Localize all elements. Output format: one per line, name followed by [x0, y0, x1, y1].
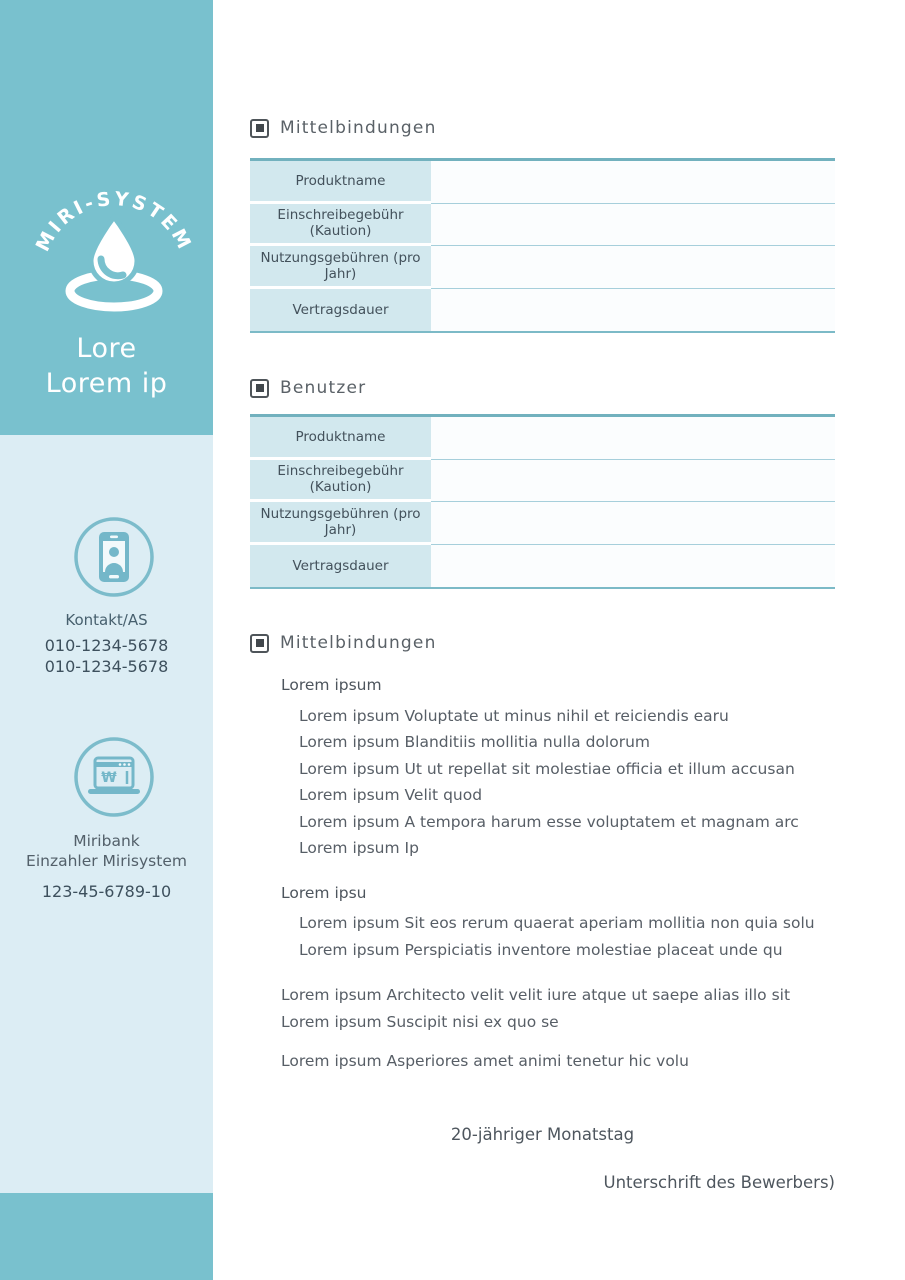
- terms-line: Lorem ipsum Ut ut repellat sit molestiae officia et illum accusan: [299, 759, 795, 778]
- row-value-field[interactable]: [431, 246, 835, 289]
- main-content: [250, 0, 835, 1280]
- org-name-line1: Lore: [76, 333, 137, 364]
- terms-line: Lorem ipsum Blanditiis mollitia nulla dolorum: [299, 733, 651, 751]
- row-label: Vertragsdauer: [250, 545, 431, 588]
- sidebar-footer-panel: [0, 1193, 213, 1280]
- row-value-field[interactable]: [431, 417, 835, 460]
- row-label: Einschreibegebühr (Kaution): [250, 204, 431, 247]
- section-header-mittelbindungen-1: [250, 118, 437, 138]
- terms-text-block: [250, 672, 835, 1075]
- water-drop-ripple-icon: [29, 183, 199, 318]
- date-line: 20-jähriger Monatstag: [450, 1125, 635, 1144]
- section-header-mittelbindungen-2: [250, 633, 437, 653]
- terms-paragraph-line: Lorem ipsum Suscipit nisi ex quo se: [281, 1012, 559, 1031]
- row-label: Vertragsdauer: [250, 289, 431, 332]
- smartphone-contact-icon: [72, 515, 156, 599]
- org-name: [0, 331, 213, 401]
- section-bullet-icon: [250, 634, 269, 653]
- section-title: Benutzer: [280, 378, 367, 398]
- brand-arc-text: MIRI-SYSTEM: [31, 187, 197, 256]
- terms-line: Lorem ipsum Ip: [299, 839, 419, 857]
- row-value-field[interactable]: [431, 204, 835, 247]
- bank-subtitle: Einzahler Mirisystem: [26, 852, 187, 870]
- form-table-benutzer: [250, 414, 835, 589]
- section-header-benutzer: [250, 378, 366, 398]
- form-table-mittelbindungen: [250, 158, 835, 333]
- row-label: Nutzungsgebühren (pro Jahr): [250, 502, 431, 545]
- section-title: Mittelbindungen: [280, 633, 437, 653]
- contact-phone-2: 010-1234-5678: [44, 657, 169, 676]
- terms-line: Lorem ipsum Voluptate ut minus nihil et reiciendis earu: [299, 706, 729, 725]
- section-bullet-icon: [250, 119, 269, 138]
- row-value-field[interactable]: [431, 502, 835, 545]
- bank-name: Miribank: [73, 832, 140, 850]
- bank-account-number: 123-45-6789-10: [41, 882, 172, 901]
- row-value-field[interactable]: [431, 460, 835, 503]
- sidebar: [0, 0, 213, 1280]
- row-label: Produktname: [250, 417, 431, 460]
- terms-group2-heading: Lorem ipsu: [281, 883, 367, 902]
- terms-paragraph-line: Lorem ipsum Architecto velit velit iure atque ut saepe alias illo sit: [281, 986, 791, 1004]
- terms-line: Lorem ipsum A tempora harum esse voluptatem et magnam arc: [299, 812, 799, 831]
- row-label: Einschreibegebühr (Kaution): [250, 460, 431, 503]
- won-symbol: ₩: [101, 770, 117, 786]
- row-label: Nutzungsgebühren (pro Jahr): [250, 246, 431, 289]
- terms-line: Lorem ipsum Perspiciatis inventore molestiae placeat unde qu: [299, 940, 783, 959]
- terms-group1-heading: Lorem ipsum: [281, 676, 382, 694]
- terms-line: Lorem ipsum Velit quod: [299, 786, 483, 804]
- row-value-field[interactable]: [431, 289, 835, 332]
- section-title: Mittelbindungen: [280, 118, 437, 138]
- terms-closing-line: Lorem ipsum Asperiores amet animi tenetur hic volu: [281, 1052, 689, 1070]
- row-value-field[interactable]: [431, 161, 835, 204]
- laptop-banking-icon: [72, 735, 156, 819]
- signature-line: Unterschrift des Bewerbers): [603, 1173, 835, 1192]
- section-bullet-icon: [250, 379, 269, 398]
- terms-line: Lorem ipsum Sit eos rerum quaerat aperiam mollitia non quia solu: [299, 914, 815, 932]
- contact-title: Kontakt/AS: [65, 611, 148, 629]
- org-name-line2: Lorem ip: [45, 368, 168, 399]
- row-label: Produktname: [250, 161, 431, 204]
- contact-phone-1: 010-1234-5678: [44, 636, 169, 655]
- row-value-field[interactable]: [431, 545, 835, 588]
